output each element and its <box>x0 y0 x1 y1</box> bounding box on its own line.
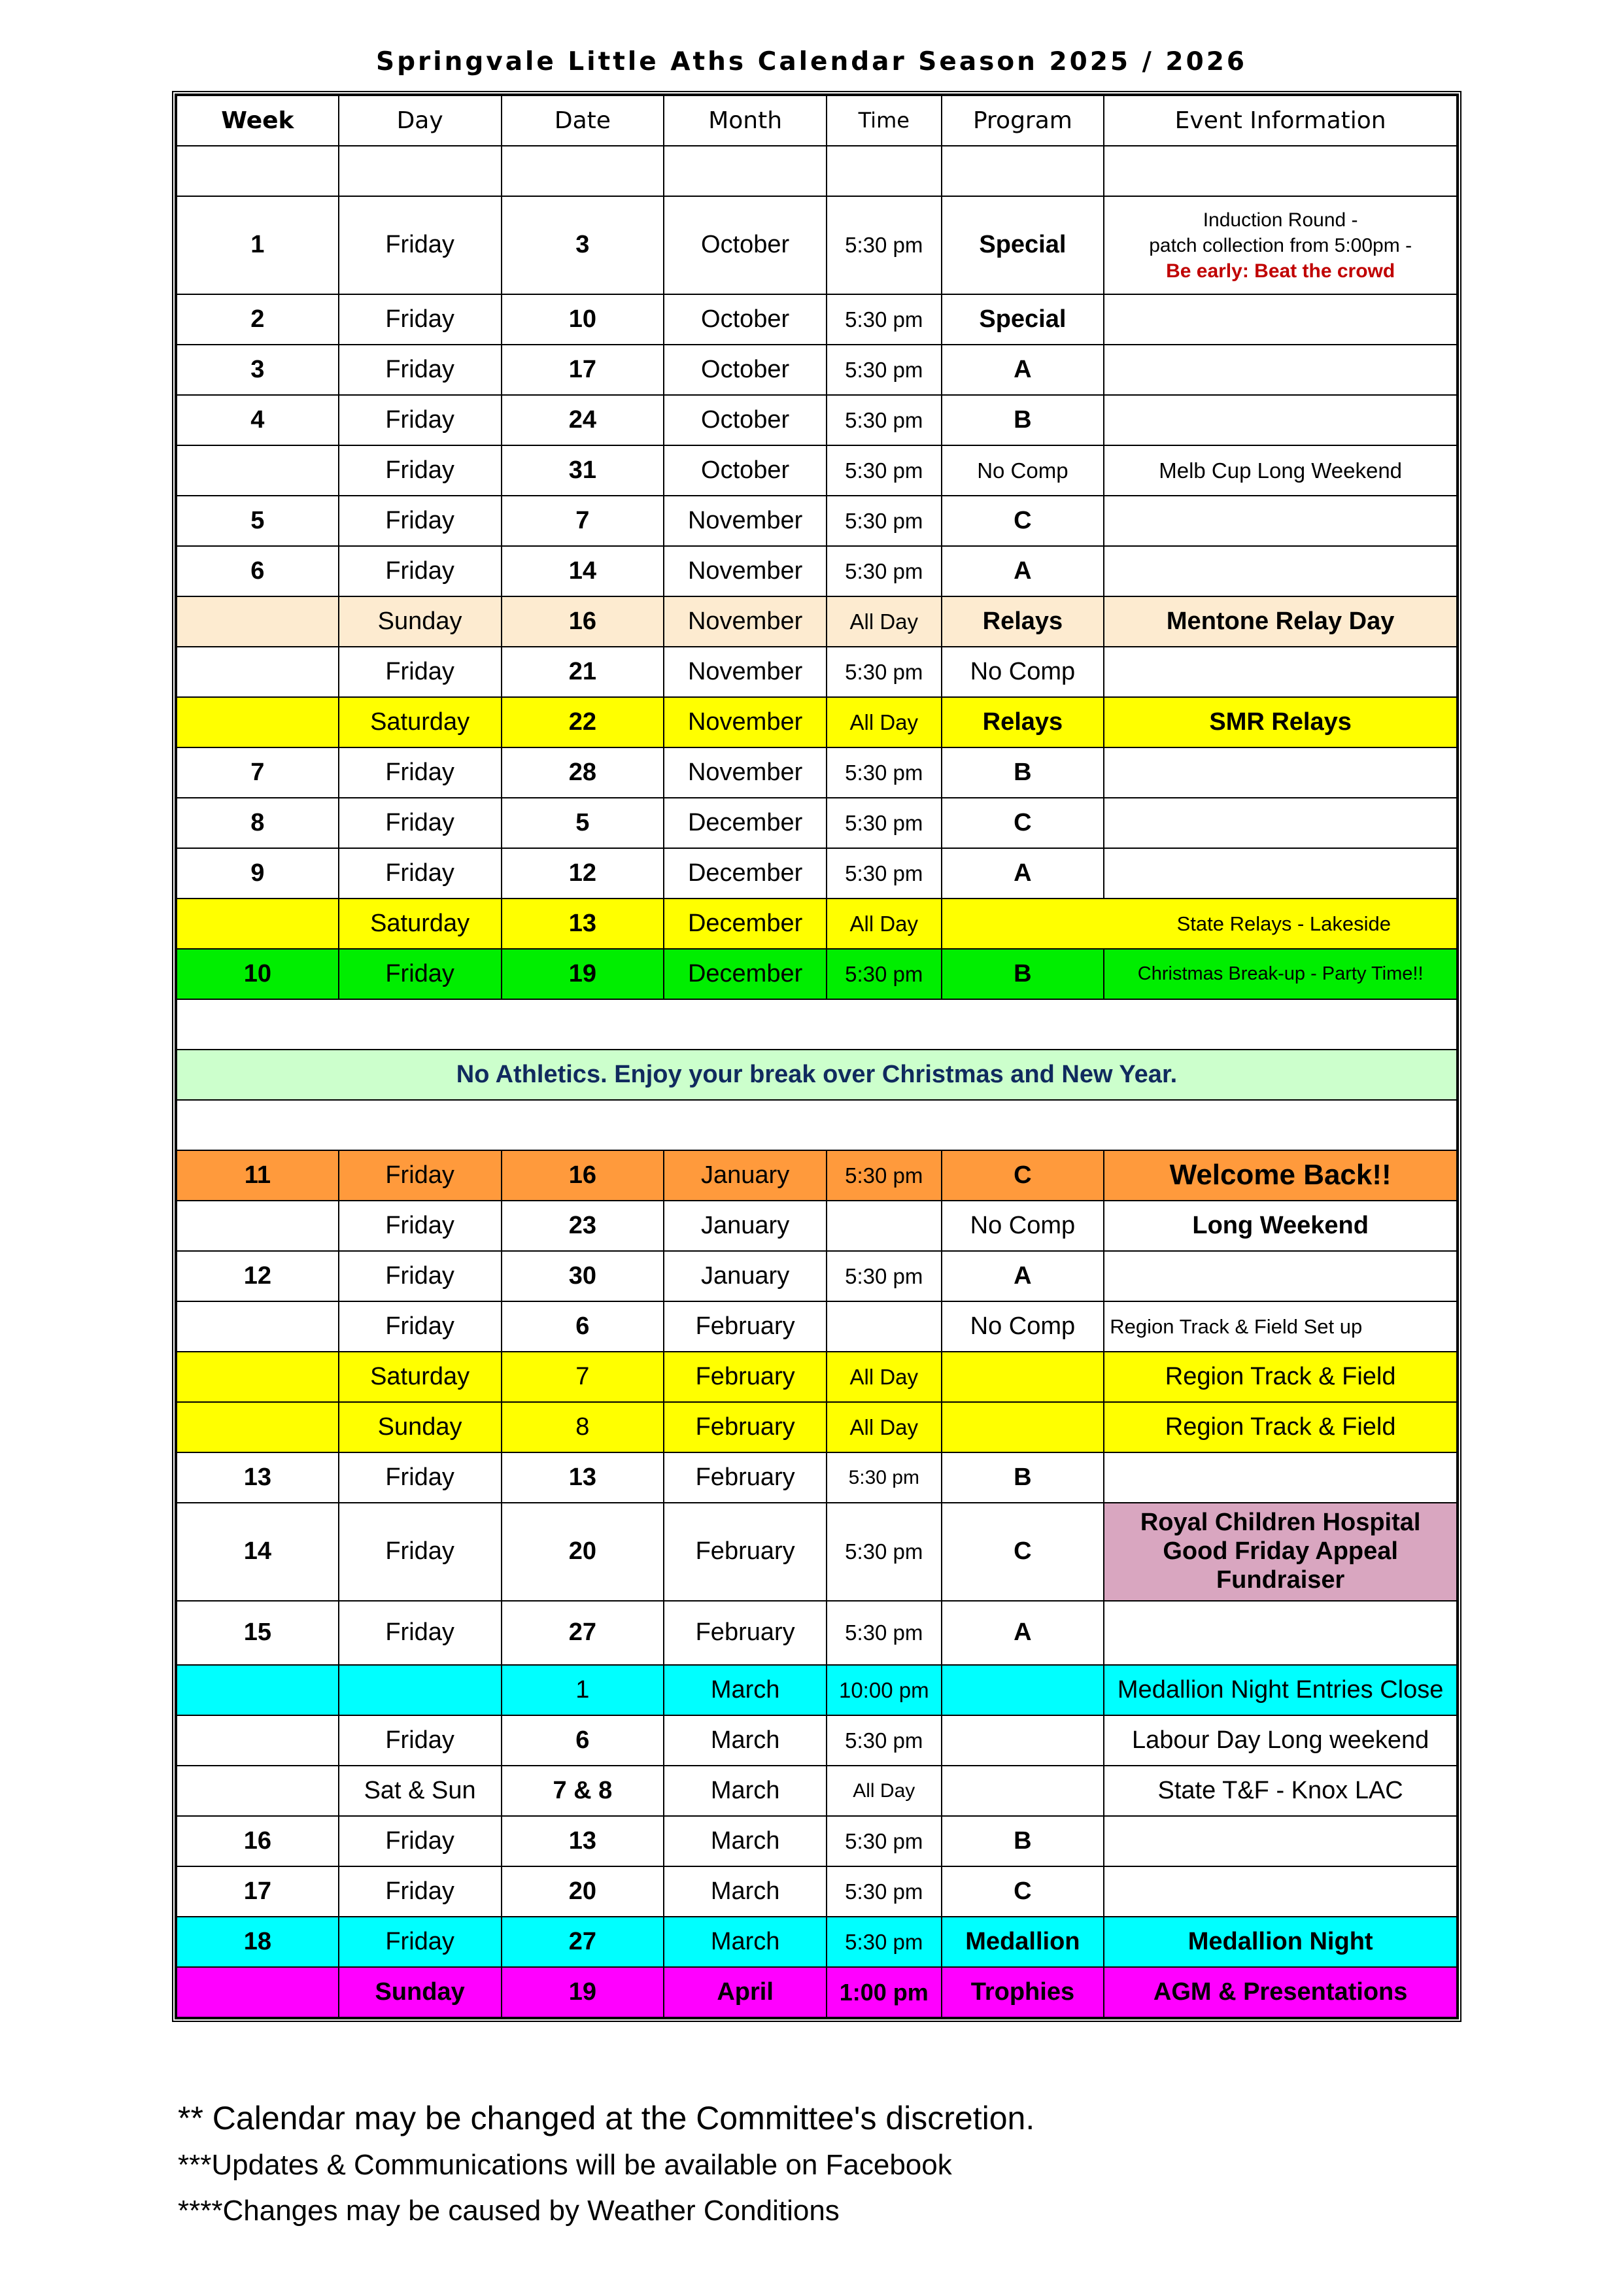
cell-day: Friday <box>339 496 502 546</box>
cell-date: 14 <box>502 546 664 596</box>
table-row <box>177 345 1457 395</box>
cell-week <box>177 1201 339 1251</box>
cell-date: 8 <box>502 1402 664 1452</box>
cell-day: Saturday <box>339 899 502 949</box>
cell-month: March <box>664 1665 827 1715</box>
cell-month: February <box>664 1301 827 1352</box>
cell-day: Friday <box>339 196 502 294</box>
cell-week <box>177 1715 339 1766</box>
cell-day: Friday <box>339 345 502 395</box>
table-row-highlight <box>177 1150 1457 1201</box>
cell-event: Mentone Relay Day <box>1104 596 1457 647</box>
cell-time: 5:30 pm <box>827 496 942 546</box>
cell-date: 23 <box>502 1201 664 1251</box>
cell-event <box>1104 546 1457 596</box>
footnote-weather: ****Changes may be caused by Weather Conditions <box>178 2195 840 2227</box>
cell-time: 5:30 pm <box>827 647 942 697</box>
header-date: Date <box>502 95 664 146</box>
cell-day: Sunday <box>339 1967 502 2017</box>
cell-program <box>942 1402 1104 1452</box>
cell-date: 3 <box>502 196 664 294</box>
cell-day: Friday <box>339 1201 502 1251</box>
table-row <box>177 1251 1457 1301</box>
cell-day: Friday <box>339 1917 502 1967</box>
cell-day <box>339 146 502 196</box>
header-event: Event Information <box>1104 95 1457 146</box>
cell-event <box>1104 345 1457 395</box>
cell-date: 5 <box>502 798 664 848</box>
cell-date: 31 <box>502 445 664 496</box>
cell-month: March <box>664 1715 827 1766</box>
cell-day: Friday <box>339 1301 502 1352</box>
break-notice-row <box>177 1050 1457 1100</box>
table-row <box>177 1201 1457 1251</box>
cell-event: Medallion Night Entries Close <box>1104 1665 1457 1715</box>
cell-week: 3 <box>177 345 339 395</box>
cell-date: 6 <box>502 1301 664 1352</box>
cell-time: 5:30 pm <box>827 294 942 345</box>
cell-time: 5:30 pm <box>827 1917 942 1967</box>
cell-event <box>1104 1816 1457 1866</box>
cell-week: 18 <box>177 1917 339 1967</box>
cell-program: B <box>942 1452 1104 1503</box>
table-row <box>177 747 1457 798</box>
table-row <box>177 395 1457 445</box>
cell-day: Friday <box>339 1251 502 1301</box>
cell-event: AGM & Presentations <box>1104 1967 1457 2017</box>
table-row-spacer <box>177 1100 1457 1150</box>
cell-event <box>1104 747 1457 798</box>
cell-date: 21 <box>502 647 664 697</box>
cell-time: 5:30 pm <box>827 1452 942 1503</box>
cell-event: Welcome Back!! <box>1104 1150 1457 1201</box>
cell-time: 5:30 pm <box>827 1251 942 1301</box>
header-week: Week <box>177 95 339 146</box>
cell-date: 1 <box>502 1665 664 1715</box>
cell-month: February <box>664 1452 827 1503</box>
cell-week: 5 <box>177 496 339 546</box>
cell-date: 20 <box>502 1503 664 1601</box>
header-time: Time <box>827 95 942 146</box>
cell-date: 10 <box>502 294 664 345</box>
cell-week <box>177 1665 339 1715</box>
cell-time: 5:30 pm <box>827 1150 942 1201</box>
cell-program: C <box>942 1150 1104 1201</box>
cell-program <box>942 1766 1104 1816</box>
cell-week: 8 <box>177 798 339 848</box>
cell-week <box>177 1301 339 1352</box>
cell-event: SMR Relays <box>1104 697 1457 747</box>
cell-time <box>827 1301 942 1352</box>
table-row <box>177 1503 1457 1601</box>
table-row <box>177 146 1457 196</box>
cell-day: Friday <box>339 395 502 445</box>
cell-week: 11 <box>177 1150 339 1201</box>
cell-date: 13 <box>502 1816 664 1866</box>
cell-time <box>827 1201 942 1251</box>
cell-program: A <box>942 1251 1104 1301</box>
cell-week <box>177 1352 339 1402</box>
cell-program: No Comp <box>942 647 1104 697</box>
cell-week: 12 <box>177 1251 339 1301</box>
cell-month: November <box>664 697 827 747</box>
cell-event: Royal Children Hospital Good Friday Appeal Fundraiser <box>1104 1503 1457 1601</box>
cell-program: C <box>942 798 1104 848</box>
cell-time: 1:00 pm <box>827 1967 942 2017</box>
cell-date: 20 <box>502 1866 664 1917</box>
event-line: patch collection from 5:00pm - <box>1149 234 1412 256</box>
cell-day: Friday <box>339 798 502 848</box>
cell-program <box>942 1715 1104 1766</box>
cell-month: April <box>664 1967 827 2017</box>
cell-month: November <box>664 496 827 546</box>
cell-day: Friday <box>339 647 502 697</box>
cell-day: Friday <box>339 1601 502 1665</box>
cell-day: Friday <box>339 1150 502 1201</box>
cell-date: 7 <box>502 496 664 546</box>
cell-day: Friday <box>339 1452 502 1503</box>
cell-program: No Comp <box>942 445 1104 496</box>
cell-event: Long Weekend <box>1104 1201 1457 1251</box>
table-row-highlight <box>177 1665 1457 1715</box>
cell-program: C <box>942 1503 1104 1601</box>
header-day: Day <box>339 95 502 146</box>
cell-date: 27 <box>502 1601 664 1665</box>
cell-week: 9 <box>177 848 339 899</box>
cell-month: March <box>664 1866 827 1917</box>
spacer-cell <box>177 1100 1457 1150</box>
cell-week: 1 <box>177 196 339 294</box>
cell-week: 4 <box>177 395 339 445</box>
cell-time: 5:30 pm <box>827 1816 942 1866</box>
cell-date: 6 <box>502 1715 664 1766</box>
cell-week <box>177 697 339 747</box>
cell-date: 28 <box>502 747 664 798</box>
cell-event: State Relays - Lakeside <box>942 899 1457 949</box>
cell-date: 24 <box>502 395 664 445</box>
table-row <box>177 496 1457 546</box>
cell-program: A <box>942 345 1104 395</box>
cell-day: Friday <box>339 1866 502 1917</box>
cell-event <box>1104 848 1457 899</box>
cell-time: 5:30 pm <box>827 196 942 294</box>
cell-date: 13 <box>502 1452 664 1503</box>
cell-day <box>339 1665 502 1715</box>
cell-month: February <box>664 1601 827 1665</box>
cell-week: 10 <box>177 949 339 999</box>
cell-program: No Comp <box>942 1201 1104 1251</box>
cell-time: 10:00 pm <box>827 1665 942 1715</box>
cell-month: February <box>664 1352 827 1402</box>
table-row-highlight <box>177 1917 1457 1967</box>
cell-program: A <box>942 1601 1104 1665</box>
cell-date: 22 <box>502 697 664 747</box>
cell-day: Friday <box>339 1715 502 1766</box>
table-row-highlight <box>177 899 1457 949</box>
cell-week: 7 <box>177 747 339 798</box>
table-row-highlight <box>177 1402 1457 1452</box>
cell-program <box>942 1352 1104 1402</box>
cell-date: 30 <box>502 1251 664 1301</box>
cell-month: October <box>664 196 827 294</box>
cell-program: C <box>942 1866 1104 1917</box>
cell-month: October <box>664 294 827 345</box>
cell-day: Friday <box>339 546 502 596</box>
cell-week: 14 <box>177 1503 339 1601</box>
cell-day: Friday <box>339 848 502 899</box>
table-row <box>177 848 1457 899</box>
cell-program: A <box>942 848 1104 899</box>
cell-week: 16 <box>177 1816 339 1866</box>
cell-month: March <box>664 1766 827 1816</box>
table-row <box>177 1601 1457 1665</box>
cell-month: October <box>664 395 827 445</box>
cell-date: 19 <box>502 1967 664 2017</box>
cell-date: 7 <box>502 1352 664 1402</box>
cell-week <box>177 596 339 647</box>
cell-date: 12 <box>502 848 664 899</box>
cell-time: All Day <box>827 1352 942 1402</box>
cell-program <box>942 1665 1104 1715</box>
cell-time: 5:30 pm <box>827 345 942 395</box>
header-program: Program <box>942 95 1104 146</box>
cell-month: November <box>664 596 827 647</box>
cell-time: All Day <box>827 1402 942 1452</box>
cell-date: 7 & 8 <box>502 1766 664 1816</box>
cell-week <box>177 1402 339 1452</box>
cell-time: 5:30 pm <box>827 747 942 798</box>
cell-program: Special <box>942 196 1104 294</box>
cell-time: 5:30 pm <box>827 1866 942 1917</box>
cell-week <box>177 899 339 949</box>
table-row <box>177 1452 1457 1503</box>
cell-month: February <box>664 1503 827 1601</box>
cell-day: Friday <box>339 949 502 999</box>
cell-month: January <box>664 1150 827 1201</box>
cell-date: 19 <box>502 949 664 999</box>
cell-day: Sat & Sun <box>339 1766 502 1816</box>
table-row <box>177 1866 1457 1917</box>
cell-time: 5:30 pm <box>827 949 942 999</box>
cell-week: 6 <box>177 546 339 596</box>
cell-event <box>1104 146 1457 196</box>
footnote-committee: ** Calendar may be changed at the Committee's discretion. <box>178 2100 1035 2136</box>
cell-event <box>1104 196 1457 294</box>
table-row-highlight <box>177 1352 1457 1402</box>
cell-program: C <box>942 496 1104 546</box>
header-month: Month <box>664 95 827 146</box>
cell-time: 5:30 pm <box>827 848 942 899</box>
table-row <box>177 546 1457 596</box>
cell-week: 17 <box>177 1866 339 1917</box>
cell-month: November <box>664 647 827 697</box>
cell-program: B <box>942 1816 1104 1866</box>
cell-event <box>1104 496 1457 546</box>
cell-day: Friday <box>339 1503 502 1601</box>
cell-time: All Day <box>827 899 942 949</box>
cell-program: Trophies <box>942 1967 1104 2017</box>
cell-event: Labour Day Long weekend <box>1104 1715 1457 1766</box>
cell-week <box>177 1766 339 1816</box>
cell-day: Saturday <box>339 697 502 747</box>
cell-event: Region Track & Field <box>1104 1352 1457 1402</box>
cell-day: Saturday <box>339 1352 502 1402</box>
cell-time: 5:30 pm <box>827 1715 942 1766</box>
cell-month: January <box>664 1251 827 1301</box>
cell-day: Friday <box>339 445 502 496</box>
cell-day: Sunday <box>339 596 502 647</box>
cell-month: October <box>664 345 827 395</box>
table-row <box>177 445 1457 496</box>
cell-day: Sunday <box>339 1402 502 1452</box>
cell-month: December <box>664 848 827 899</box>
spacer-cell <box>177 999 1457 1050</box>
cell-time: 5:30 pm <box>827 1601 942 1665</box>
table-row-spacer <box>177 999 1457 1050</box>
cell-month: March <box>664 1917 827 1967</box>
footnotes <box>178 2099 1034 2240</box>
cell-week <box>177 1967 339 2017</box>
cell-event: Melb Cup Long Weekend <box>1104 445 1457 496</box>
cell-event: State T&F - Knox LAC <box>1104 1766 1457 1816</box>
table-header-row <box>177 95 1457 146</box>
table-row <box>177 1715 1457 1766</box>
cell-event: Region Track & Field Set up <box>1104 1301 1457 1352</box>
cell-date <box>502 146 664 196</box>
cell-event <box>1104 647 1457 697</box>
cell-program: Special <box>942 294 1104 345</box>
table-row-highlight <box>177 1967 1457 2017</box>
break-notice: No Athletics. Enjoy your break over Christmas and New Year. <box>177 1050 1457 1100</box>
table-row <box>177 647 1457 697</box>
table-row-highlight <box>177 697 1457 747</box>
cell-month: February <box>664 1402 827 1452</box>
table-row <box>177 1301 1457 1352</box>
cell-program: Relays <box>942 697 1104 747</box>
cell-event: Medallion Night <box>1104 1917 1457 1967</box>
cell-day: Friday <box>339 1816 502 1866</box>
cell-date: 16 <box>502 1150 664 1201</box>
table-row <box>177 196 1457 294</box>
cell-time: 5:30 pm <box>827 546 942 596</box>
cell-day: Friday <box>339 747 502 798</box>
cell-week <box>177 146 339 196</box>
cell-program: Medallion <box>942 1917 1104 1967</box>
cell-week: 2 <box>177 294 339 345</box>
cell-time <box>827 146 942 196</box>
cell-program: B <box>942 949 1104 999</box>
table-row <box>177 1766 1457 1816</box>
table-row <box>177 294 1457 345</box>
cell-date: 13 <box>502 899 664 949</box>
cell-time: All Day <box>827 697 942 747</box>
cell-event: Christmas Break-up - Party Time!! <box>1104 949 1457 999</box>
cell-event <box>1104 395 1457 445</box>
cell-time: All Day <box>827 1766 942 1816</box>
cell-month: December <box>664 899 827 949</box>
table-row-highlight <box>177 949 1457 999</box>
page-title: Springvale Little Aths Calendar Season 2025 / 2026 <box>376 47 1247 77</box>
cell-time: 5:30 pm <box>827 445 942 496</box>
cell-event: Region Track & Field <box>1104 1402 1457 1452</box>
cell-month: March <box>664 1816 827 1866</box>
cell-month: November <box>664 747 827 798</box>
cell-time: All Day <box>827 596 942 647</box>
footnote-facebook: ***Updates & Communications will be available on Facebook <box>178 2149 952 2181</box>
cell-program <box>942 146 1104 196</box>
cell-week <box>177 647 339 697</box>
cell-month: December <box>664 798 827 848</box>
cell-event <box>1104 1251 1457 1301</box>
cell-program: No Comp <box>942 1301 1104 1352</box>
table-row <box>177 1816 1457 1866</box>
cell-program: B <box>942 747 1104 798</box>
cell-month <box>664 146 827 196</box>
event-line-warning: Be early: Beat the crowd <box>1166 260 1395 282</box>
cell-week: 13 <box>177 1452 339 1503</box>
cell-day: Friday <box>339 294 502 345</box>
cell-program: B <box>942 395 1104 445</box>
cell-time: 5:30 pm <box>827 395 942 445</box>
table-row-highlight <box>177 596 1457 647</box>
cell-time: 5:30 pm <box>827 1503 942 1601</box>
cell-event <box>1104 798 1457 848</box>
cell-month: December <box>664 949 827 999</box>
cell-month: January <box>664 1201 827 1251</box>
cell-date: 17 <box>502 345 664 395</box>
cell-date: 27 <box>502 1917 664 1967</box>
cell-program: Relays <box>942 596 1104 647</box>
cell-event <box>1104 294 1457 345</box>
event-line: Induction Round - <box>1203 209 1358 231</box>
cell-week <box>177 445 339 496</box>
cell-date: 16 <box>502 596 664 647</box>
cell-week: 15 <box>177 1601 339 1665</box>
table-row <box>177 798 1457 848</box>
cell-program: A <box>942 546 1104 596</box>
cell-event <box>1104 1601 1457 1665</box>
cell-event <box>1104 1452 1457 1503</box>
cell-month: October <box>664 445 827 496</box>
cell-month: November <box>664 546 827 596</box>
cell-event <box>1104 1866 1457 1917</box>
cell-time: 5:30 pm <box>827 798 942 848</box>
calendar-table <box>172 91 1461 2022</box>
